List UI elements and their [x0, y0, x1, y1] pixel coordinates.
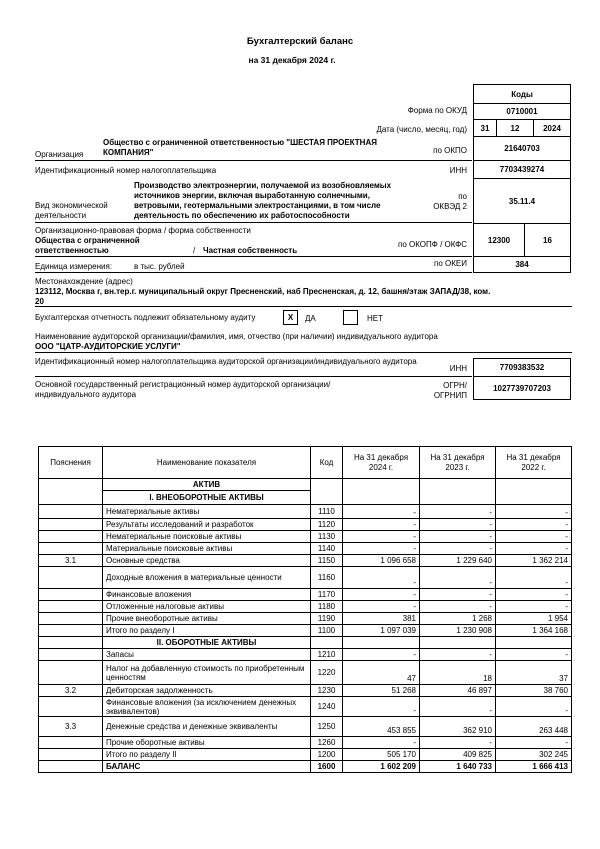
auditor-inn-code: ИНН: [449, 364, 467, 373]
auditor-inn-value: 7709383532: [499, 363, 545, 372]
column-header: Код: [311, 447, 343, 479]
value-2022-cell: [496, 479, 572, 491]
okpo-box: [473, 136, 571, 161]
code-cell: 1100: [311, 625, 343, 637]
note-cell: [39, 637, 103, 649]
note-cell: 3.2: [39, 685, 103, 697]
codes-heading: [473, 84, 571, 104]
value-2022-cell: -: [496, 505, 572, 519]
okei-label: по ОКЕИ: [434, 259, 467, 268]
org-label: Организация: [35, 150, 84, 159]
day-box: [473, 119, 497, 137]
okei-value: 384: [515, 260, 529, 269]
year-value: 2024: [543, 123, 561, 133]
value-2022-cell: 37: [496, 661, 572, 685]
code-cell: 1200: [311, 749, 343, 761]
codes-heading-label: Коды: [511, 89, 533, 99]
value-2022-cell: -: [496, 531, 572, 543]
audit-required-label: Бухгалтерская отчетность подлежит обязательному аудиту: [35, 313, 256, 322]
value-2022-cell: [496, 491, 572, 505]
table-row: [39, 637, 572, 649]
address-label: Местонахождение (адрес): [35, 277, 133, 286]
date-label: Дата (число, месяц, год): [376, 125, 467, 134]
value-2022-cell: -: [496, 589, 572, 601]
code-cell: 1190: [311, 613, 343, 625]
auditor-inn-label: Идентификационный номер налогоплательщика аудиторской организации/индивидуального аудитора: [35, 357, 417, 366]
value-2024-cell: -: [343, 531, 420, 543]
value-2022-cell: 1 362 214: [496, 555, 572, 567]
value-2022-cell: -: [496, 567, 572, 589]
indicator-name-cell: Отложенные налоговые активы: [103, 601, 311, 613]
value-2022-cell: -: [496, 519, 572, 531]
value-2022-cell: 1 364 168: [496, 625, 572, 637]
note-cell: [39, 491, 103, 505]
value-2024-cell: -: [343, 601, 420, 613]
indicator-name-cell: Прочие внеоборотные активы: [103, 613, 311, 625]
year-box: [533, 119, 571, 137]
value-2024-cell: 1 096 658: [343, 555, 420, 567]
value-2022-cell: -: [496, 543, 572, 555]
okopf-box: [473, 223, 525, 257]
table-row: [39, 555, 572, 567]
value-2024-cell: -: [343, 649, 420, 661]
okpo-value: 21640703: [504, 144, 540, 153]
audit-yes-label: ДА: [305, 314, 316, 323]
note-cell: [39, 613, 103, 625]
month-box: [496, 119, 534, 137]
value-2024-cell: -: [343, 543, 420, 555]
value-2024-cell: 505 170: [343, 749, 420, 761]
value-2024-cell: [343, 479, 420, 491]
value-2022-cell: -: [496, 601, 572, 613]
org-name: Общество с ограниченной ответственностью "ШЕСТАЯ ПРОЕКТНАЯ КОМПАНИЯ": [103, 138, 377, 157]
value-2023-cell: -: [420, 601, 496, 613]
code-cell: [311, 637, 343, 649]
table-row: [39, 601, 572, 613]
okei-box: [473, 256, 571, 273]
month-value: 12: [510, 123, 520, 133]
table-row: [39, 749, 572, 761]
note-cell: [39, 567, 103, 589]
indicator-name-cell: Основные средства: [103, 555, 311, 567]
code-cell: 1250: [311, 717, 343, 737]
value-2024-cell: -: [343, 697, 420, 717]
indicator-name-cell: Нематериальные поисковые активы: [103, 531, 311, 543]
value-2023-cell: -: [420, 543, 496, 555]
indicator-name-cell: Материальные поисковые активы: [103, 543, 311, 555]
value-2023-cell: 18: [420, 661, 496, 685]
value-2023-cell: 46 897: [420, 685, 496, 697]
indicator-name-cell: Финансовые вложения: [103, 589, 311, 601]
value-2023-cell: 1 640 733: [420, 761, 496, 773]
address-value: 123112, Москва г, вн.тер.г. муниципальный округ Пресненский, наб Пресненская, д. 12, башня/этаж ЗАПАД/38, ком. 20: [35, 287, 491, 306]
table-row: [39, 531, 572, 543]
column-header: На 31 декабря 2023 г.: [420, 447, 496, 479]
code-cell: [311, 479, 343, 491]
legal-form-separator: /: [193, 246, 196, 255]
activity-label: Вид экономической деятельности: [35, 201, 108, 220]
indicator-name-cell: Запасы: [103, 649, 311, 661]
value-2023-cell: [420, 479, 496, 491]
code-cell: 1170: [311, 589, 343, 601]
indicator-name-cell: II. ОБОРОТНЫЕ АКТИВЫ: [103, 637, 311, 649]
column-header: Наименование показателя: [103, 447, 311, 479]
code-cell: 1140: [311, 543, 343, 555]
note-cell: [39, 589, 103, 601]
auditor-label: Наименование аудиторской организации/фамилия, имя, отчество (при наличии) индивидуального аудитора: [35, 332, 438, 341]
column-header: На 31 декабря 2022 г.: [496, 447, 572, 479]
note-cell: [39, 749, 103, 761]
audit-no-label: НЕТ: [367, 314, 383, 323]
table-row: [39, 737, 572, 749]
table-row: [39, 505, 572, 519]
value-2023-cell: [420, 637, 496, 649]
code-cell: 1240: [311, 697, 343, 717]
table-row: [39, 625, 572, 637]
value-2023-cell: -: [420, 567, 496, 589]
column-header: На 31 декабря 2024 г.: [343, 447, 420, 479]
value-2022-cell: 38 760: [496, 685, 572, 697]
value-2024-cell: -: [343, 519, 420, 531]
code-cell: 1130: [311, 531, 343, 543]
day-value: 31: [480, 123, 490, 133]
value-2024-cell: 1 602 209: [343, 761, 420, 773]
ogrn-value: 1027739707203: [493, 383, 551, 393]
code-cell: 1260: [311, 737, 343, 749]
okopf-label: по ОКОПФ / ОКФС: [398, 240, 467, 249]
code-cell: 1120: [311, 519, 343, 531]
table-row: [39, 761, 572, 773]
okud-box: [473, 103, 571, 120]
unit-value: в тыс. рублей: [134, 262, 185, 271]
value-2023-cell: 1 268: [420, 613, 496, 625]
activity-value: Производство электроэнергии, получаемой из возобновляемых источников энергии, включая выработанную солнечными, ветровыми, геотермальными электростанциями, в том числе деятельность по обеспечению их работоспособности: [134, 181, 392, 220]
indicator-name-cell: Прочие оборотные активы: [103, 737, 311, 749]
value-2022-cell: 1 954: [496, 613, 572, 625]
audit-yes-mark: X: [287, 313, 294, 322]
balance-table: [38, 446, 572, 773]
value-2023-cell: 409 825: [420, 749, 496, 761]
indicator-name-cell: I. ВНЕОБОРОТНЫЕ АКТИВЫ: [103, 491, 311, 505]
value-2022-cell: -: [496, 649, 572, 661]
code-cell: 1150: [311, 555, 343, 567]
indicator-name-cell: Финансовые вложения (за исключением денежных эквивалентов): [103, 697, 311, 717]
legal-form-value: Общества с ограниченной ответственностью: [35, 236, 140, 255]
inn-label: ИНН: [449, 166, 467, 175]
value-2023-cell: -: [420, 649, 496, 661]
okfs-box: [524, 223, 571, 257]
note-cell: [39, 649, 103, 661]
table-row: [39, 661, 572, 685]
ogrn-code-1: ОГРН/: [443, 381, 467, 390]
note-cell: [39, 697, 103, 717]
table-row: [39, 717, 572, 737]
value-2024-cell: 381: [343, 613, 420, 625]
code-cell: 1230: [311, 685, 343, 697]
okpo-label: по ОКПО: [433, 146, 467, 155]
okved-value: 35.11.4: [508, 196, 536, 206]
note-cell: 3.3: [39, 717, 103, 737]
table-row: [39, 479, 572, 491]
value-2024-cell: -: [343, 505, 420, 519]
value-2024-cell: -: [343, 589, 420, 601]
code-cell: 1600: [311, 761, 343, 773]
table-row: [39, 543, 572, 555]
value-2024-cell: 51 268: [343, 685, 420, 697]
code-cell: 1110: [311, 505, 343, 519]
okfs-value: 16: [543, 235, 552, 245]
org-inn-label: Идентификационный номер налогоплательщика: [35, 166, 217, 175]
value-2024-cell: 1 097 039: [343, 625, 420, 637]
indicator-name-cell: Итого по разделу II: [103, 749, 311, 761]
note-cell: [39, 625, 103, 637]
value-2023-cell: -: [420, 589, 496, 601]
code-cell: 1220: [311, 661, 343, 685]
unit-label: Единица измерения:: [35, 262, 113, 271]
value-2024-cell: [343, 491, 420, 505]
audit-no-checkbox[interactable]: [343, 310, 358, 325]
value-2023-cell: -: [420, 697, 496, 717]
page-date: на 31 декабря 2024 г.: [248, 55, 336, 65]
table-row: [39, 685, 572, 697]
value-2024-cell: -: [343, 737, 420, 749]
note-cell: [39, 543, 103, 555]
table-row: [39, 491, 572, 505]
table-row: [39, 567, 572, 589]
indicator-name-cell: БАЛАНС: [103, 761, 311, 773]
value-2024-cell: 47: [343, 661, 420, 685]
indicator-name-cell: Результаты исследований и разработок: [103, 519, 311, 531]
okud-label: Форма по ОКУД: [407, 106, 467, 115]
value-2023-cell: 362 910: [420, 717, 496, 737]
note-cell: [39, 479, 103, 491]
value-2023-cell: -: [420, 505, 496, 519]
table-row: [39, 697, 572, 717]
table-header-row: [39, 447, 572, 479]
note-cell: [39, 737, 103, 749]
note-cell: [39, 505, 103, 519]
okud-value: 0710001: [506, 107, 538, 116]
note-cell: [39, 601, 103, 613]
inn-value: 7703439274: [499, 165, 545, 174]
auditor-inn-box: [473, 358, 571, 377]
code-cell: [311, 491, 343, 505]
value-2023-cell: [420, 491, 496, 505]
indicator-name-cell: Денежные средства и денежные эквиваленты: [103, 717, 311, 737]
indicator-name-cell: АКТИВ: [103, 479, 311, 491]
ogrn-label: Основной государственный регистрационный номер аудиторской организации/индивидуального аудитора: [35, 380, 331, 399]
indicator-name-cell: Налог на добавленную стоимость по приобретенным ценностям: [103, 661, 311, 685]
indicator-name-cell: Нематериальные активы: [103, 505, 311, 519]
value-2024-cell: [343, 637, 420, 649]
ogrn-box: [473, 376, 571, 400]
note-cell: [39, 531, 103, 543]
table-row: [39, 589, 572, 601]
note-cell: [39, 519, 103, 531]
note-cell: [39, 761, 103, 773]
audit-yes-checkbox[interactable]: [283, 310, 298, 325]
value-2022-cell: 263 448: [496, 717, 572, 737]
code-cell: 1180: [311, 601, 343, 613]
table-row: [39, 649, 572, 661]
value-2023-cell: -: [420, 519, 496, 531]
value-2023-cell: 1 230 908: [420, 625, 496, 637]
value-2023-cell: -: [420, 737, 496, 749]
value-2022-cell: -: [496, 737, 572, 749]
value-2024-cell: 453 855: [343, 717, 420, 737]
value-2022-cell: 302 245: [496, 749, 572, 761]
table-row: [39, 519, 572, 531]
indicator-name-cell: Итого по разделу I: [103, 625, 311, 637]
ogrn-code-2: ОГРНИП: [433, 391, 467, 400]
value-2023-cell: -: [420, 531, 496, 543]
okved-label-2: ОКВЭД 2: [433, 202, 467, 211]
value-2022-cell: -: [496, 697, 572, 717]
value-2022-cell: [496, 637, 572, 649]
inn-box: [473, 160, 571, 179]
okopf-value: 12300: [487, 235, 511, 245]
auditor-name: ООО "ЦАТР-АУДИТОРСКИЕ УСЛУГИ": [35, 342, 181, 351]
code-cell: 1210: [311, 649, 343, 661]
indicator-name-cell: Доходные вложения в материальные ценности: [103, 567, 311, 589]
ownership-value: Частная собственность: [203, 246, 298, 255]
okved-label-1: по: [458, 192, 467, 201]
value-2023-cell: 1 229 640: [420, 555, 496, 567]
indicator-name-cell: Дебиторская задолженность: [103, 685, 311, 697]
table-row: [39, 613, 572, 625]
code-cell: 1160: [311, 567, 343, 589]
legal-form-label: Организационно-правовая форма / форма собственности: [35, 226, 251, 235]
note-cell: [39, 661, 103, 685]
value-2022-cell: 1 666 413: [496, 761, 572, 773]
note-cell: 3.1: [39, 555, 103, 567]
value-2024-cell: -: [343, 567, 420, 589]
okved-box: [473, 178, 571, 224]
column-header: Пояснения: [39, 447, 103, 479]
page-title: Бухгалтерский баланс: [246, 36, 354, 47]
